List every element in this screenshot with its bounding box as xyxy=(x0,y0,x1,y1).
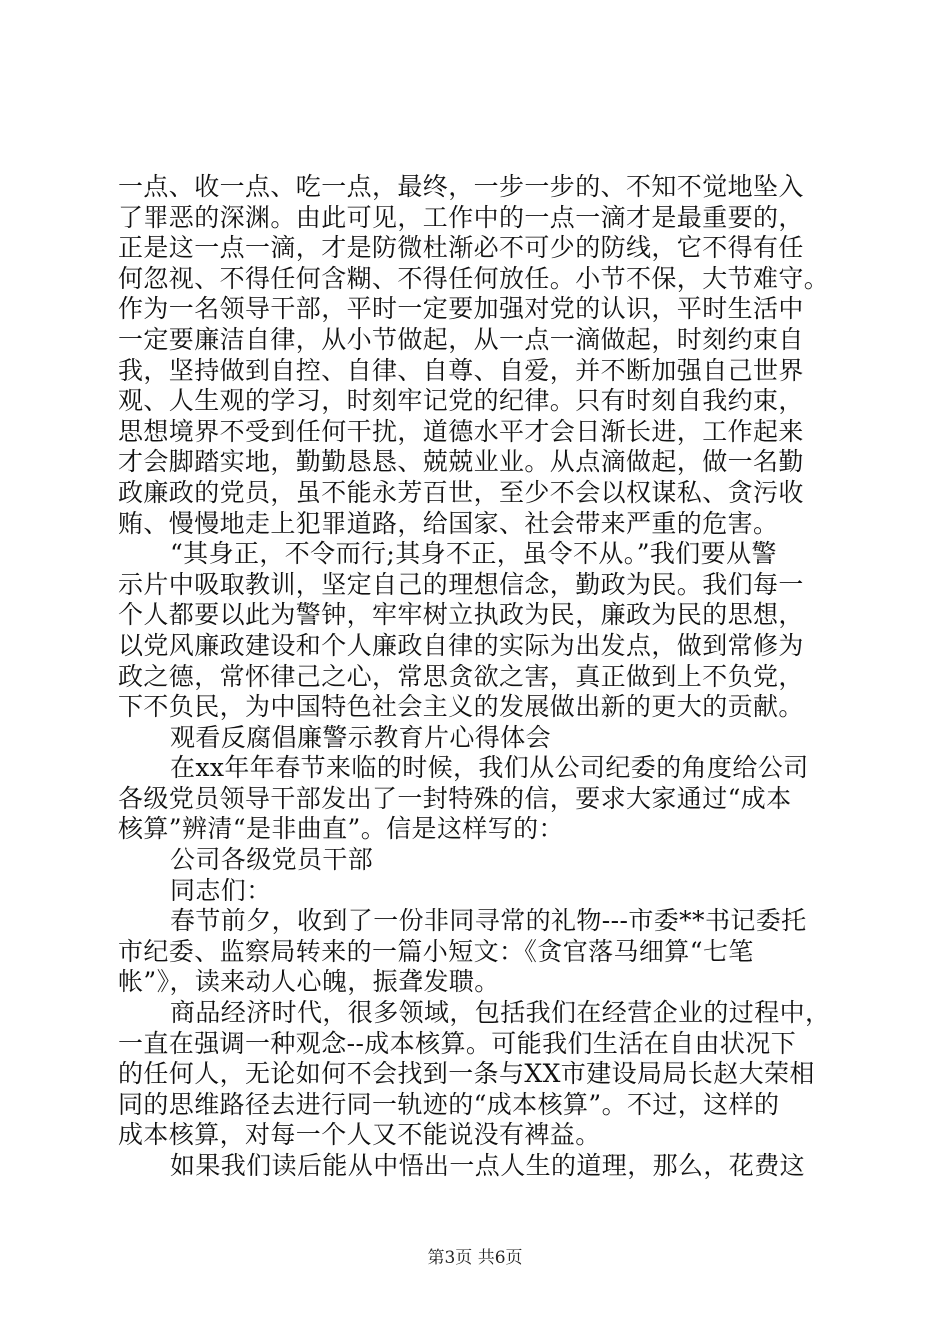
body-text xyxy=(118,172,838,1182)
text-line: 以党风廉政建设和个人廉政自律的实际为出发点，做到常修为 xyxy=(118,630,804,660)
text-line: 政之德，常怀律己之心，常思贪欲之害，真正做到上不负党， xyxy=(118,661,804,691)
text-line: 我，坚持做到自控、自律、自尊、自爱，并不断加强自己世界 xyxy=(118,355,804,385)
text-line: 核算”辨清“是非曲直”。信是这样写的： xyxy=(118,814,564,844)
text-line: 了罪恶的深渊。由此可见，工作中的一点一滴才是最重要的， xyxy=(118,202,804,232)
text-line: 如果我们读后能从中悟出一点人生的道理，那么，花费这 xyxy=(170,1151,806,1180)
text-line: 成本核算，对每一个人又不能说没有裨益。 xyxy=(118,1120,601,1150)
text-line: 正是这一点一滴，才是防微杜渐必不可少的防线，它不得有任 xyxy=(118,233,804,263)
text-line: 下不负民，为中国特色社会主义的发展做出新的更大的贡献。 xyxy=(118,692,804,722)
text-line: 观、人生观的学习，时刻牢记党的纪律。只有时刻自我约束， xyxy=(118,386,804,416)
text-line: 同的思维路径去进行同一轨迹的“成本核算”。不过，这样的 xyxy=(118,1089,780,1119)
text-line: 各级党员领导干部发出了一封特殊的信，要求大家通过“成本 xyxy=(118,783,792,813)
text-line: 作为一名领导干部，平时一定要加强对党的认识，平时生活中 xyxy=(118,294,804,324)
text-line: 思想境界不受到任何干扰，道德水平才会日渐长进，工作起来 xyxy=(118,416,804,446)
text-line: 帐”》，读来动人心魄，振聋发聩。 xyxy=(118,967,500,997)
text-line: 商品经济时代，很多领域，包括我们在经营企业的过程中， xyxy=(170,998,831,1028)
text-line: 何忽视、不得任何含糊、不得任何放任。小节不保，大节难守。 xyxy=(118,263,830,293)
text-line: 同志们： xyxy=(170,875,272,905)
text-line: 在xx年年春节来临的时候，我们从公司纪委的角度给公司 xyxy=(170,753,809,783)
text-line: 示片中吸取教训，坚定自己的理想信念，勤政为民。我们每一 xyxy=(118,569,804,599)
text-line: 市纪委、监察局转来的一篇小短文：《贪官落马细算“七笔 xyxy=(118,936,754,966)
text-line: 公司各级党员干部 xyxy=(170,845,374,875)
text-line: 一点、收一点、吃一点，最终，一步一步的、不知不觉地坠入 xyxy=(118,172,804,201)
text-line: 政廉政的党员，虽不能永芳百世，至少不会以权谋私、贪污收 xyxy=(118,477,804,507)
page-footer: 第3页 共6页 xyxy=(427,1248,523,1268)
text-line: 贿、慢慢地走上犯罪道路，给国家、社会带来严重的危害。 xyxy=(118,508,779,538)
text-line: 一定要廉洁自律，从小节做起，从一点一滴做起，时刻约束自 xyxy=(118,324,804,354)
text-line: “其身正，不令而行;其身不正，虽令不从。”我们要从警 xyxy=(170,539,777,569)
text-line: 个人都要以此为警钟，牢牢树立执政为民，廉政为民的思想， xyxy=(118,600,804,630)
text-line: 一直在强调一种观念--成本核算。可能我们生活在自由状况下 xyxy=(118,1028,797,1058)
text-line: 春节前夕，收到了一份非同寻常的礼物---市委**书记委托 xyxy=(170,906,807,936)
text-line: 才会脚踏实地，勤勤恳恳、兢兢业业。从点滴做起，做一名勤 xyxy=(118,447,804,477)
text-line: 的任何人，无论如何不会找到一条与XX市建设局局长赵大荣相 xyxy=(118,1059,815,1089)
text-line: 观看反腐倡廉警示教育片心得体会 xyxy=(170,722,552,752)
